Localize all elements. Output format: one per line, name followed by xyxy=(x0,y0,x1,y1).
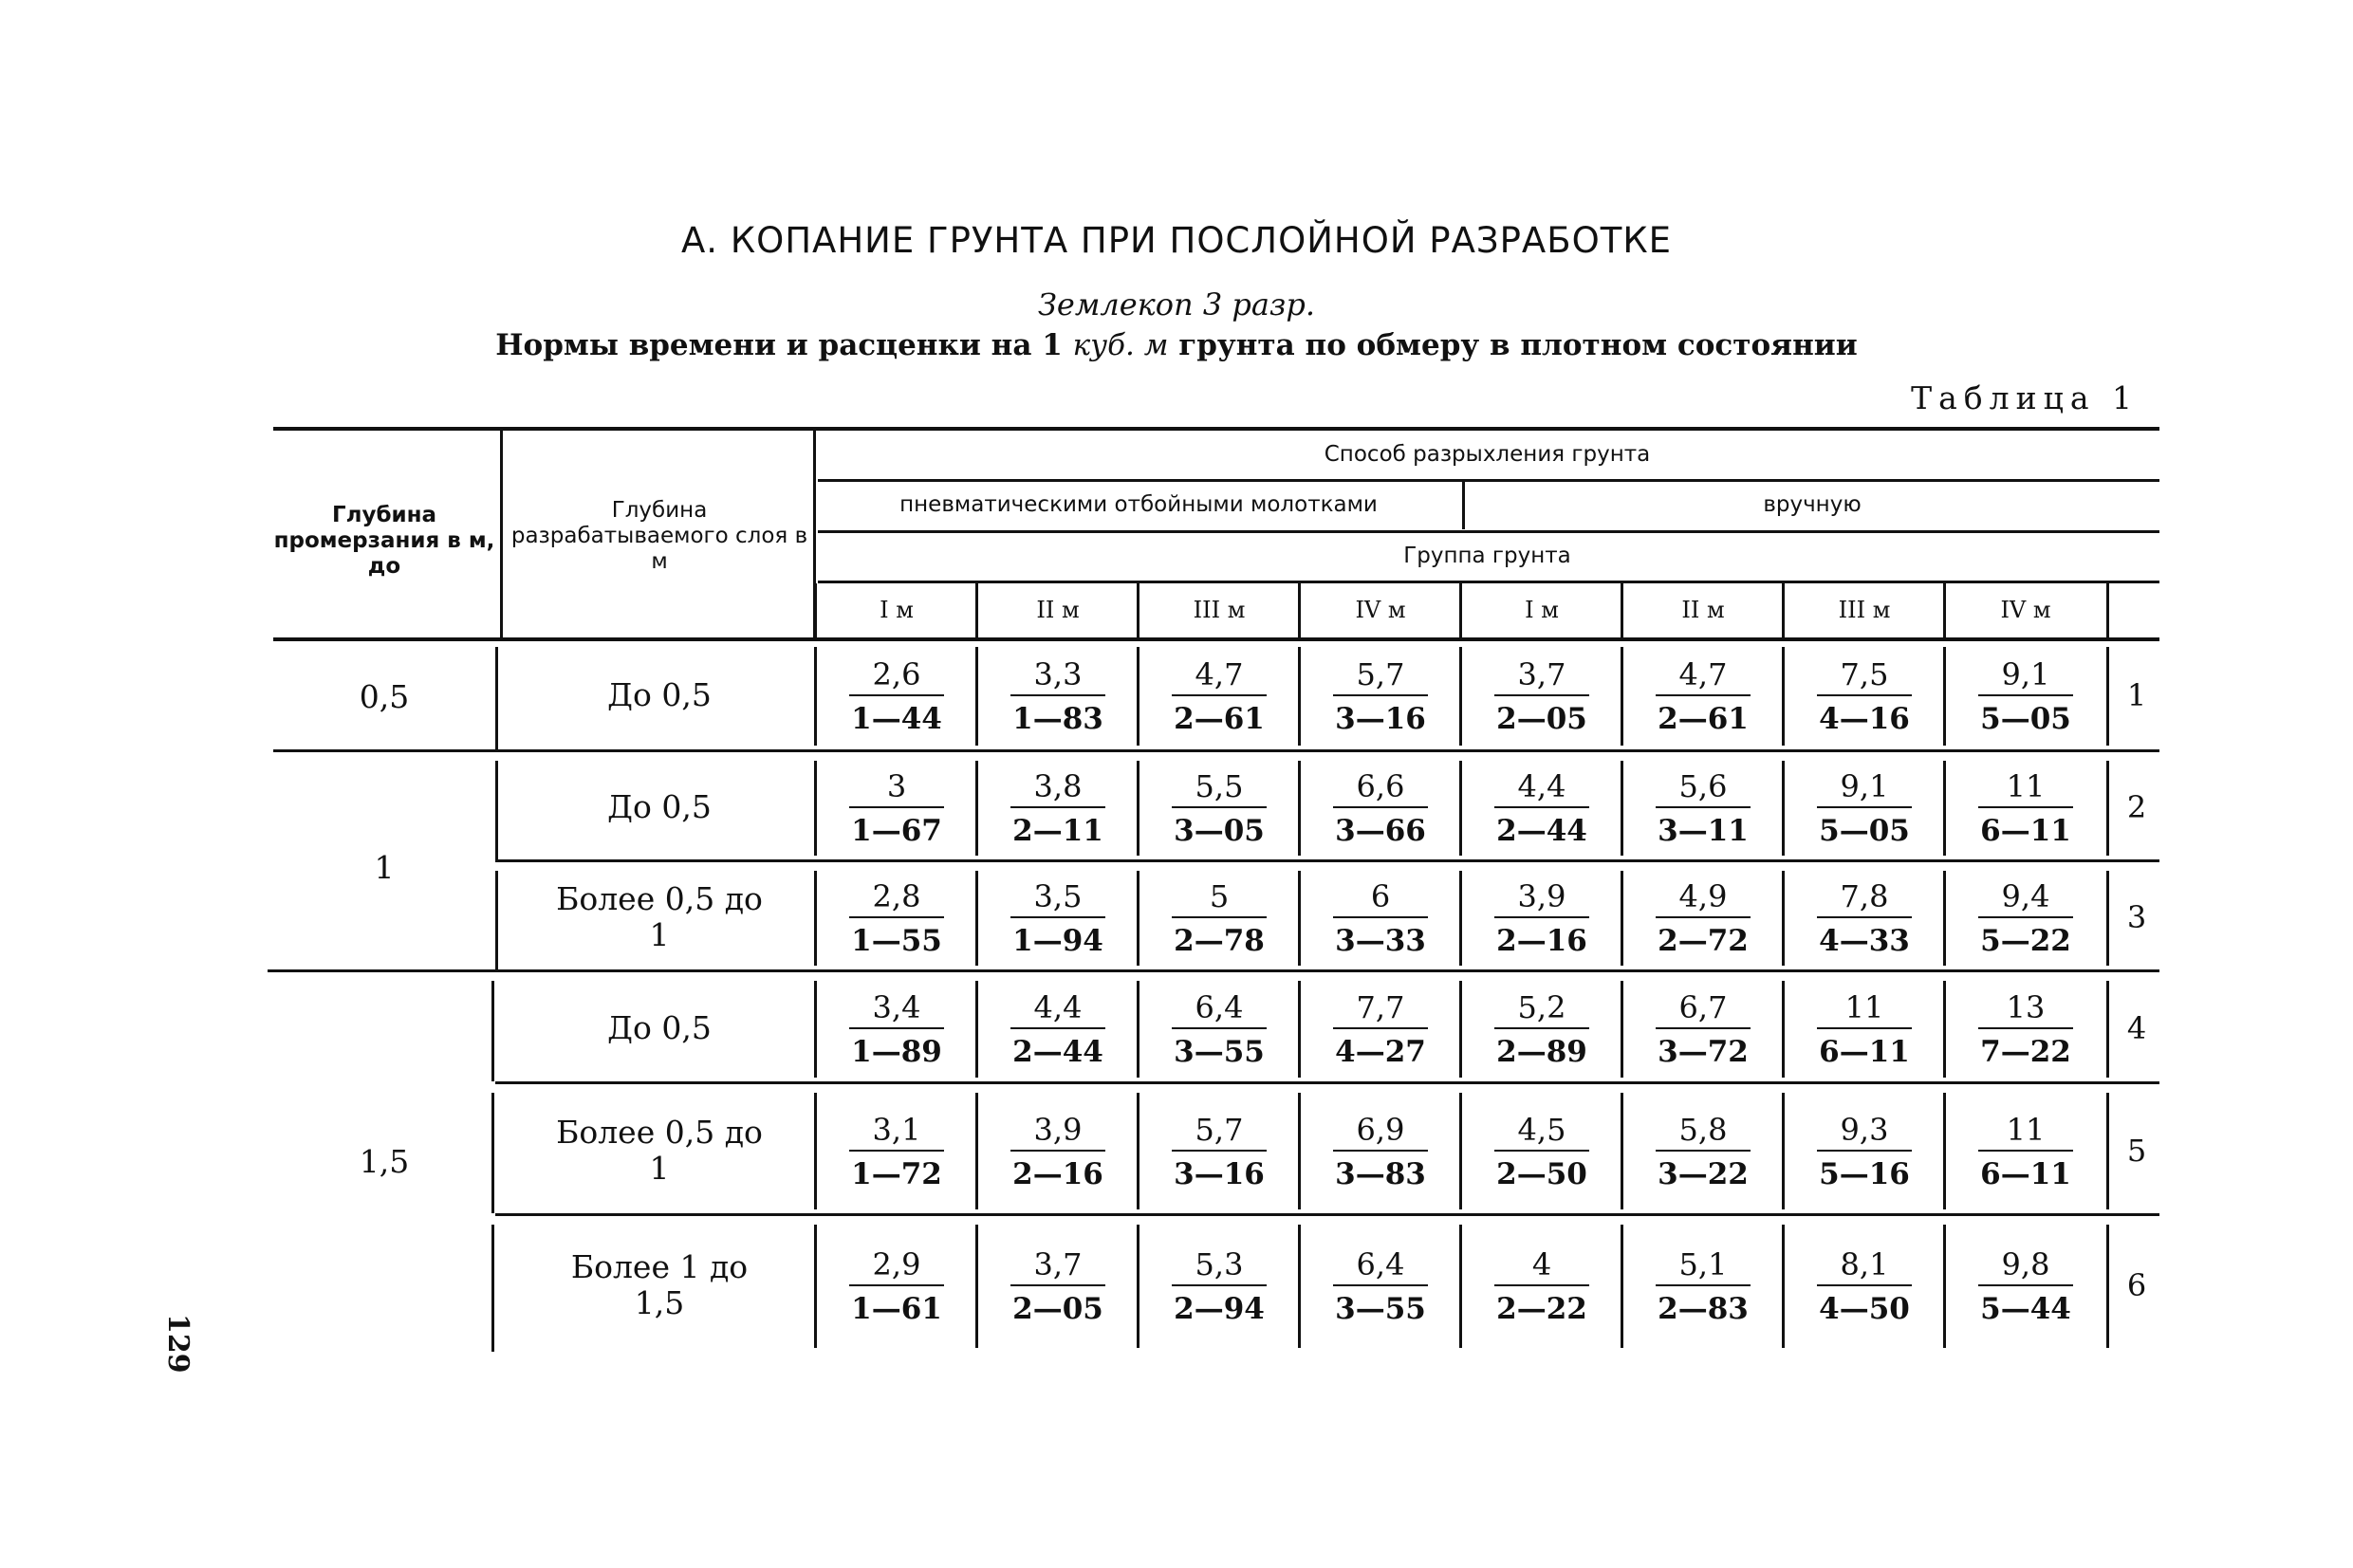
rule-column xyxy=(975,1225,978,1348)
rate: 2—78 xyxy=(1174,924,1265,958)
rule-column xyxy=(814,981,817,1078)
rate: 5—22 xyxy=(1980,924,2071,958)
norm-value-cell xyxy=(1978,876,2073,960)
time-norm: 4,4 xyxy=(1517,768,1566,804)
rate: 2—05 xyxy=(1012,1292,1103,1326)
rate: 1—61 xyxy=(851,1292,942,1326)
rule-column xyxy=(1943,981,1946,1078)
norm-value-cell xyxy=(1656,766,1751,850)
rule-column xyxy=(1943,647,1946,746)
time-norm: 5,2 xyxy=(1517,989,1566,1025)
norm-value-cell xyxy=(1172,987,1267,1071)
rule-column xyxy=(1621,981,1623,1078)
norm-value-cell xyxy=(1978,987,2073,1071)
norm-value-cell xyxy=(1978,766,2073,850)
row-number: 6 xyxy=(2126,1267,2147,1303)
time-norm: 5 xyxy=(1209,878,1230,914)
soil-group-label: II м xyxy=(1036,596,1080,623)
rule-row xyxy=(495,1213,2159,1216)
rule-column xyxy=(1459,583,1462,637)
time-norm: 5,1 xyxy=(1678,1246,1728,1282)
time-norm: 6 xyxy=(1370,878,1391,914)
norm-value-cell xyxy=(849,655,944,738)
rule-column xyxy=(1137,1225,1139,1348)
rate: 2—61 xyxy=(1658,702,1749,736)
rule-column xyxy=(1459,647,1462,746)
time-norm: 9,1 xyxy=(2001,656,2050,692)
norm-value-cell xyxy=(1656,1110,1751,1193)
rule-under-method-split xyxy=(818,530,2159,533)
soil-group-label: III м xyxy=(1838,596,1891,623)
heading-text-pre: Нормы времени и расценки на 1 xyxy=(495,328,1073,362)
norm-value-cell xyxy=(1656,876,1751,960)
rule-column xyxy=(1459,761,1462,856)
time-norm: 4,9 xyxy=(1678,878,1728,914)
rule-column xyxy=(1621,761,1623,856)
norm-value-cell xyxy=(1172,876,1267,960)
norm-value-cell xyxy=(1817,987,1912,1071)
norm-value-cell xyxy=(1978,1110,2073,1193)
row-number: 5 xyxy=(2126,1132,2147,1169)
rule-column xyxy=(1459,981,1462,1078)
time-norm: 3,7 xyxy=(1517,656,1566,692)
rule-method-split xyxy=(1462,482,1465,529)
layer-depth-cell: Более 1 до 1,5 xyxy=(570,1248,749,1321)
time-norm: 13 xyxy=(2006,989,2046,1025)
rule-layer-left xyxy=(495,871,498,969)
rule-column xyxy=(1943,761,1946,856)
rate: 3—55 xyxy=(1174,1035,1265,1069)
rate: 3—33 xyxy=(1335,924,1426,958)
time-norm: 6,4 xyxy=(1356,1246,1405,1282)
rule-column xyxy=(2106,871,2109,966)
norm-value-cell xyxy=(1172,655,1267,738)
rate: 5—05 xyxy=(1819,814,1910,848)
rate: 3—16 xyxy=(1174,1156,1265,1191)
rule-column xyxy=(1137,583,1139,637)
norm-value-cell xyxy=(1010,1245,1105,1328)
freeze-depth-value: 1 xyxy=(374,849,395,886)
rule-column xyxy=(1943,1093,1946,1209)
rule-column xyxy=(1459,1093,1462,1209)
rule-column xyxy=(1298,583,1301,637)
time-norm: 3,9 xyxy=(1033,1111,1083,1148)
time-norm: 7,5 xyxy=(1840,656,1889,692)
rule-column xyxy=(2106,583,2109,637)
rule-column xyxy=(814,871,817,966)
rule-column xyxy=(1621,1225,1623,1348)
norm-value-cell xyxy=(1817,876,1912,960)
soil-group-label: I м xyxy=(880,596,914,623)
norm-value-cell xyxy=(849,1245,944,1328)
rate: 2—16 xyxy=(1496,924,1587,958)
norm-value-cell xyxy=(1494,1110,1589,1193)
time-norm: 3,8 xyxy=(1033,768,1083,804)
norm-value-cell xyxy=(1494,766,1589,850)
rule-column xyxy=(975,647,978,746)
time-norm: 6,6 xyxy=(1356,768,1405,804)
rate: 1—94 xyxy=(1012,924,1103,958)
time-norm: 4,5 xyxy=(1517,1111,1566,1148)
rate: 6—11 xyxy=(1819,1035,1910,1069)
rule-column xyxy=(975,981,978,1078)
norm-value-cell xyxy=(1333,987,1428,1071)
layer-depth-cell: Более 0,5 до 1 xyxy=(556,1113,763,1187)
rate: 4—33 xyxy=(1819,924,1910,958)
rate: 2—05 xyxy=(1496,702,1587,736)
rule-column xyxy=(1943,871,1946,966)
soil-group-label: II м xyxy=(1681,596,1725,623)
header-layer-depth: Глубина разрабатываемого слоя в м xyxy=(510,497,808,574)
norm-value-cell xyxy=(1010,876,1105,960)
time-norm: 4,4 xyxy=(1033,989,1083,1025)
rule-column xyxy=(1137,981,1139,1078)
page-number: 129 xyxy=(161,1314,195,1374)
row-number: 1 xyxy=(2126,677,2147,713)
norm-value-cell xyxy=(1010,1110,1105,1193)
time-norm: 5,7 xyxy=(1356,656,1405,692)
rate: 1—83 xyxy=(1012,702,1103,736)
header-freeze-depth: Глубина промерзания в м, до xyxy=(273,502,495,579)
norm-value-cell xyxy=(1010,766,1105,850)
time-norm: 11 xyxy=(2006,1111,2046,1148)
rate: 3—66 xyxy=(1335,814,1426,848)
rate: 3—16 xyxy=(1335,702,1426,736)
rule-column xyxy=(1782,647,1785,746)
time-norm: 4 xyxy=(1531,1246,1552,1282)
time-norm: 9,1 xyxy=(1840,768,1889,804)
time-norm: 3,1 xyxy=(872,1111,921,1148)
rule-column xyxy=(1621,1093,1623,1209)
rule-column xyxy=(975,871,978,966)
rate: 2—72 xyxy=(1658,924,1749,958)
layer-depth-cell: Более 0,5 до 1 xyxy=(556,880,763,953)
header-soil-group: Группа грунта xyxy=(1403,543,1571,568)
table-heading xyxy=(0,328,2353,362)
norm-value-cell xyxy=(1656,655,1751,738)
rate: 4—27 xyxy=(1335,1035,1426,1069)
rate: 2—44 xyxy=(1496,814,1587,848)
rule-column xyxy=(814,647,817,746)
rate: 3—22 xyxy=(1658,1156,1749,1191)
rule-layer-left xyxy=(491,981,494,1081)
worker-grade: Землекоп 3 разр. xyxy=(1037,286,1316,323)
norm-value-cell xyxy=(1010,655,1105,738)
header-method-pneumatic: пневматическими отбойными молотками xyxy=(899,491,1378,517)
time-norm: 4,7 xyxy=(1195,656,1244,692)
rule-column xyxy=(1298,1225,1301,1348)
norm-value-cell xyxy=(1333,1245,1428,1328)
norm-value-cell xyxy=(1333,1110,1428,1193)
time-norm: 3,9 xyxy=(1517,878,1566,914)
rate: 2—83 xyxy=(1658,1292,1749,1326)
rule-column xyxy=(1621,647,1623,746)
header-method-manual: вручную xyxy=(1763,491,1862,517)
rate: 2—94 xyxy=(1174,1292,1265,1326)
rule-column xyxy=(1782,583,1785,637)
rule-column xyxy=(975,761,978,856)
freeze-depth-value: 0,5 xyxy=(359,678,410,715)
norm-value-cell xyxy=(849,766,944,850)
time-norm: 9,8 xyxy=(2001,1246,2050,1282)
time-norm: 3 xyxy=(886,768,907,804)
rule-column xyxy=(2106,647,2109,746)
rule-column xyxy=(1782,981,1785,1078)
rate: 1—55 xyxy=(851,924,942,958)
layer-depth-cell: До 0,5 xyxy=(607,788,712,825)
soil-group-label: IV м xyxy=(1355,596,1406,623)
rule-column xyxy=(1782,1093,1785,1209)
rule-column xyxy=(1782,761,1785,856)
rate: 5—44 xyxy=(1980,1292,2071,1326)
rule-column xyxy=(975,583,978,637)
rule-column xyxy=(1621,583,1623,637)
layer-depth-cell: До 0,5 xyxy=(607,1009,712,1046)
rule-column xyxy=(814,761,817,856)
rule-column xyxy=(1943,583,1946,637)
rate: 5—05 xyxy=(1980,702,2071,736)
rule-column xyxy=(814,1225,817,1348)
norm-value-cell xyxy=(1010,987,1105,1071)
norm-value-cell xyxy=(1333,766,1428,850)
rate: 3—05 xyxy=(1174,814,1265,848)
rule-column xyxy=(2106,761,2109,856)
time-norm: 4,7 xyxy=(1678,656,1728,692)
norm-value-cell xyxy=(1494,1245,1589,1328)
time-norm: 11 xyxy=(2006,768,2046,804)
time-norm: 6,4 xyxy=(1195,989,1244,1025)
time-norm: 6,9 xyxy=(1356,1111,1405,1148)
rule-column xyxy=(1782,1225,1785,1348)
rule-column xyxy=(1137,1093,1139,1209)
norm-value-cell xyxy=(1817,1110,1912,1193)
rate: 7—22 xyxy=(1980,1035,2071,1069)
rule-column xyxy=(1298,761,1301,856)
rule-column xyxy=(2106,1093,2109,1209)
rate: 1—44 xyxy=(851,702,942,736)
rule-column xyxy=(1298,1093,1301,1209)
rule-layer-left xyxy=(491,1093,494,1213)
rule-row xyxy=(495,859,2159,862)
norm-value-cell xyxy=(1172,1245,1267,1328)
time-norm: 5,6 xyxy=(1678,768,1728,804)
time-norm: 2,6 xyxy=(872,656,921,692)
time-norm: 5,5 xyxy=(1195,768,1244,804)
rule-column xyxy=(814,1093,817,1209)
rate: 2—61 xyxy=(1174,702,1265,736)
soil-group-label: I м xyxy=(1525,596,1559,623)
rule-top xyxy=(273,427,2159,431)
rate: 4—16 xyxy=(1819,702,1910,736)
rule-column xyxy=(1459,1225,1462,1348)
rule-layer-left xyxy=(495,761,498,859)
rate: 2—22 xyxy=(1496,1292,1587,1326)
rule-row xyxy=(268,969,2159,972)
rule-under-method xyxy=(818,479,2159,482)
norm-value-cell xyxy=(849,876,944,960)
norm-value-cell xyxy=(1656,1245,1751,1328)
time-norm: 9,4 xyxy=(2001,878,2050,914)
rule-column xyxy=(1782,871,1785,966)
time-norm: 2,9 xyxy=(872,1246,921,1282)
rule-row xyxy=(495,1081,2159,1084)
norm-value-cell xyxy=(1494,876,1589,960)
rate: 2—50 xyxy=(1496,1156,1587,1191)
rate: 2—44 xyxy=(1012,1035,1103,1069)
heading-text-post: грунта по обмеру в плотном состоянии xyxy=(1168,328,1858,362)
norm-value-cell xyxy=(1656,987,1751,1071)
rule-column xyxy=(1137,871,1139,966)
rule-column xyxy=(1621,871,1623,966)
time-norm: 11 xyxy=(1844,989,1884,1025)
row-number: 3 xyxy=(2126,899,2147,935)
time-norm: 2,8 xyxy=(872,878,921,914)
time-norm: 5,7 xyxy=(1195,1111,1244,1148)
rate: 3—72 xyxy=(1658,1035,1749,1069)
freeze-depth-value: 1,5 xyxy=(359,1143,410,1180)
row-number: 4 xyxy=(2126,1010,2147,1046)
norm-value-cell xyxy=(1172,1110,1267,1193)
soil-group-label: III м xyxy=(1193,596,1246,623)
rate: 4—50 xyxy=(1819,1292,1910,1326)
row-number: 2 xyxy=(2126,789,2147,825)
rule-column xyxy=(2106,981,2109,1078)
time-norm: 3,3 xyxy=(1033,656,1083,692)
time-norm: 9,3 xyxy=(1840,1111,1889,1148)
time-norm: 8,1 xyxy=(1840,1246,1889,1282)
rule-freeze-right xyxy=(500,431,503,641)
rate: 2—89 xyxy=(1496,1035,1587,1069)
rate: 3—55 xyxy=(1335,1292,1426,1326)
norm-value-cell xyxy=(1817,766,1912,850)
rule-column xyxy=(1943,1225,1946,1348)
rule-column xyxy=(2106,1225,2109,1348)
rate: 3—83 xyxy=(1335,1156,1426,1191)
time-norm: 3,7 xyxy=(1033,1246,1083,1282)
header-loosening-method: Способ разрыхления грунта xyxy=(1324,441,1651,467)
norm-value-cell xyxy=(1333,876,1428,960)
norm-value-cell xyxy=(1978,655,2073,738)
heading-unit: куб. м xyxy=(1072,328,1169,362)
rule-row xyxy=(273,749,2159,752)
norm-value-cell xyxy=(1172,766,1267,850)
time-norm: 6,7 xyxy=(1678,989,1728,1025)
rate: 2—11 xyxy=(1012,814,1103,848)
rate: 3—11 xyxy=(1658,814,1749,848)
section-title: А. КОПАНИЕ ГРУНТА ПРИ ПОСЛОЙНОЙ РАЗРАБОТКЕ xyxy=(681,220,1672,261)
norm-value-cell xyxy=(1494,655,1589,738)
norm-value-cell xyxy=(1817,655,1912,738)
rule-layer-left xyxy=(491,1225,494,1352)
soil-group-label: IV м xyxy=(2000,596,2051,623)
layer-depth-cell: До 0,5 xyxy=(607,676,712,713)
rule-column xyxy=(1298,647,1301,746)
time-norm: 7,7 xyxy=(1356,989,1405,1025)
rate: 2—16 xyxy=(1012,1156,1103,1191)
time-norm: 3,5 xyxy=(1033,878,1083,914)
rule-column xyxy=(1137,647,1139,746)
rate: 1—72 xyxy=(851,1156,942,1191)
norm-value-cell xyxy=(849,987,944,1071)
norm-value-cell xyxy=(1333,655,1428,738)
rate: 6—11 xyxy=(1980,814,2071,848)
time-norm: 5,3 xyxy=(1195,1246,1244,1282)
norm-value-cell xyxy=(1817,1245,1912,1328)
rate: 5—16 xyxy=(1819,1156,1910,1191)
time-norm: 5,8 xyxy=(1678,1111,1728,1148)
norm-value-cell xyxy=(1494,987,1589,1071)
rate: 6—11 xyxy=(1980,1156,2071,1191)
norm-value-cell xyxy=(849,1110,944,1193)
rate: 1—89 xyxy=(851,1035,942,1069)
rule-column xyxy=(814,583,817,637)
rule-column xyxy=(1137,761,1139,856)
norm-value-cell xyxy=(1978,1245,2073,1328)
rule-column xyxy=(1459,871,1462,966)
rule-column xyxy=(975,1093,978,1209)
time-norm: 7,8 xyxy=(1840,878,1889,914)
rule-column xyxy=(1298,871,1301,966)
table-label: Таблица 1 xyxy=(1911,379,2139,416)
rate: 1—67 xyxy=(851,814,942,848)
time-norm: 3,4 xyxy=(872,989,921,1025)
rule-column xyxy=(1298,981,1301,1078)
rule-layer-left xyxy=(495,647,498,749)
